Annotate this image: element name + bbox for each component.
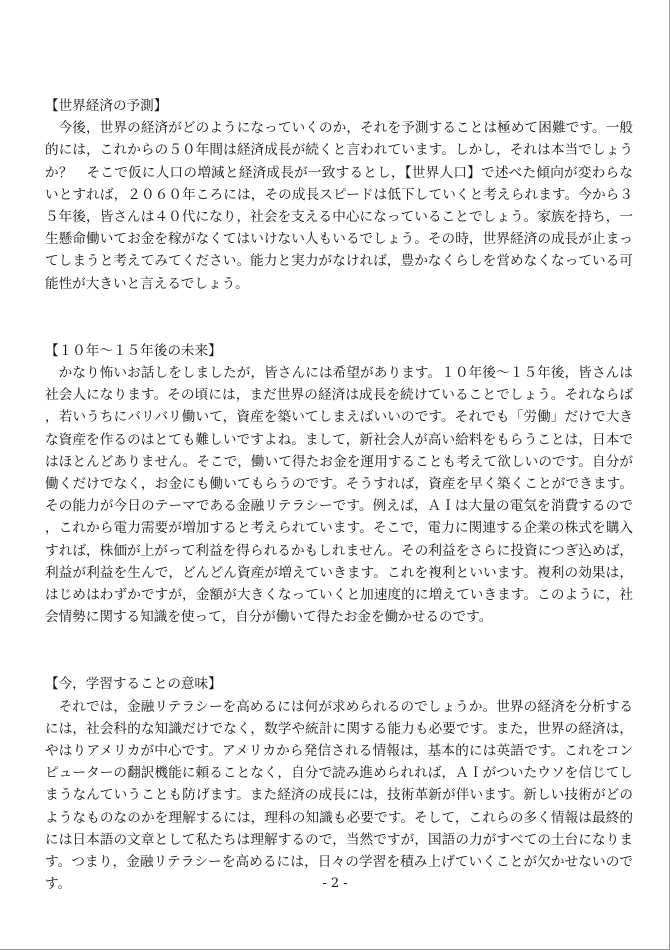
section-spacer [45,628,633,673]
page-number: - 2 - [322,876,348,891]
section-meaning-of-learning [45,673,633,895]
section-heading: 【今，学習することの意味】 [45,676,222,693]
section-paragraph: それでは，金融リテラシーを高めるには何が求められるのでしょうか。世界の経済を分析するには，社会科的な知識だけでなく，数学や統計に関する能力も必要です。また，世界の経済は，やはりアメリカが中心です。アメリカから発信される情報は，基本的には英語です。これをコンピューターの翻訳機能に頼ることなく，自分で読み進められれば，ＡＩがついたウソを信じてしまうなんていうことも防げます。また経済の成長には，技術革新が伴います。新しい技術がどのようなものなのかを理解するには，理科の知識も必要です。そして，これらの多く情報は最終的には日本語の文章として私たちは理解するので，当然ですが，国語の力がすべての土台になります。つまり，金融リテラシーを高めるには，日々の学習を積み上げていくことが欠かせないのです。 [45,698,633,893]
section-heading: 【１０年～１５年後の未来】 [45,342,222,359]
section-future-10-15-years [45,340,633,629]
section-paragraph: かなり怖いお話しをしましたが，皆さんには希望があります。１０年後～１５年後，皆さんは社会人になります。その頃には，まだ世界の経済は成長を続けていることでしょう。それならば，若いうちにバリバリ働いて，資産を築いてしまえばいいのです。それでも「労働」だけで大きな資産を作るのはとても難しいですよね。まして，新社会人が高い給料をもらうことは，日本ではほとんどありません。そこで，働いて得たお金を運用することも考えて欲しいのです。自分が働くだけでなく，お金にも働いてもらうのです。そうすれば，資産を早く築くことができます。その能力が今日のテーマである金融リテラシーです。例えば，ＡＩは大量の電気を消費するので，これから電力需要が増加すると考えられています。そこで，電力に関連する企業の株式を購入すれば，株価が上がって利益を得られるかもしれません。その利益をさらに投資につぎ込めば，利益が利益を生んで，どんどん資産が増えていきます。これを複利といいます。複利の効果は，はじめはわずかですが，金額が大きくなっていくと加速度的に増えていきます。このように，社会情勢に関する知識を使って，自分が働いて得たお金を働かせるのです。 [45,365,633,626]
document-body [45,95,633,896]
section-world-economy-forecast [45,95,633,295]
section-paragraph: 今後，世界の経済がどのようになっていくのか，それを予測することは極めて困難です。一般的には，これからの５０年間は経済成長が続くと言われています。しかし，それは本当でしょうか？ そこで仮に人口の増減と経済成長が一致するとし，【世界人口】で述べた傾向が変わらないとすれば，２０６０年ころには，その成長スピードは低下していくと考えられます。今から３５年後，皆さんは４０代になり，社会を支える中心になっていることでしょう。家族を持ち，一生懸命働いてお金を稼がなくてはいけない人もいるでしょう。その時，世界経済の成長が止まってしまうと考えてみてください。能力と実力がなければ，豊かなくらしを営めなくなっている可能性が大きいと言えるでしょう。 [45,120,633,292]
section-heading: 【世界経済の予測】 [45,98,168,114]
section-spacer [45,295,633,340]
